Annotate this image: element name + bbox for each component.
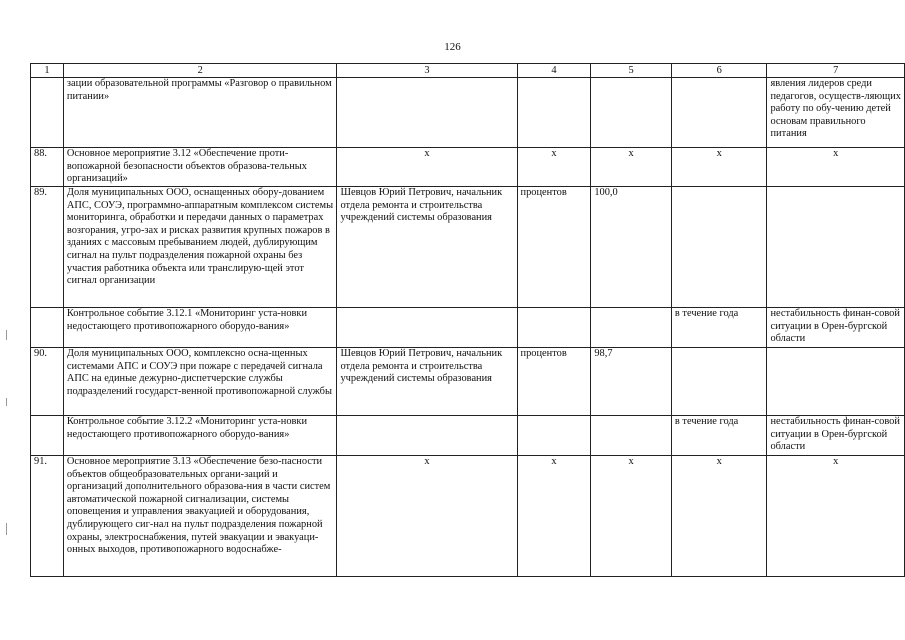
row-responsible bbox=[337, 416, 517, 456]
table-row bbox=[31, 187, 905, 308]
row-text: Основное мероприятие 3.13 «Обеспечение безо-пасности объектов общеобразовательных органи-заций и организаций дополнительного образова-ния в части систем автоматической пожарной сигнализации, системы оповещения и управления эвакуацией и оборудования, дублирующего сиг-нал на пульт подразделения пожарной охраны, электроснабжения, путей эвакуации и эвакуаци-онных выходов, противопожарного водоснабже- bbox=[63, 456, 337, 577]
row-value bbox=[591, 308, 672, 348]
table-row bbox=[31, 308, 905, 348]
row-risk bbox=[767, 348, 905, 416]
control-event-deadline: в течение года bbox=[671, 416, 767, 456]
measures-table bbox=[30, 63, 905, 577]
row-risk: x bbox=[767, 148, 905, 187]
row-text: зации образовательной программы «Разговор о правильном питании» bbox=[63, 78, 337, 148]
row-risk: x bbox=[767, 456, 905, 577]
scan-margin-mark bbox=[6, 523, 7, 535]
control-event-text: Контрольное событие 3.12.1 «Мониторинг уста-новки недостающего противопожарного оборудо-вания» bbox=[63, 308, 337, 348]
row-text: Основное мероприятие 3.12 «Обеспечение проти-вопожарной безопасности объектов образова-тельных организаций» bbox=[63, 148, 337, 187]
row-text: Доля муниципальных ООО, комплексно осна-щенных системами АПС и СОУЭ при пожаре с передачей сигнала АПС на единые дежурно-диспетчерские службы подразделений государст-венной противопожарной службы bbox=[63, 348, 337, 416]
row-value: 100,0 bbox=[591, 187, 672, 308]
header-cell: 7 bbox=[767, 64, 905, 78]
row-risk: явления лидеров среди педагогов, осуществ-ляющих работу по обу-чению детей основам правильного питания bbox=[767, 78, 905, 148]
row-risk bbox=[767, 187, 905, 308]
row-responsible bbox=[337, 78, 517, 148]
page-number: 126 bbox=[444, 41, 461, 53]
row-number bbox=[31, 416, 64, 456]
row-number bbox=[31, 78, 64, 148]
table-row bbox=[31, 148, 905, 187]
row-number: 89. bbox=[31, 187, 64, 308]
header-cell: 2 bbox=[63, 64, 337, 78]
table-row bbox=[31, 416, 905, 456]
row-responsible: Шевцов Юрий Петрович, начальник отдела ремонта и строительства учреждений системы образования bbox=[337, 348, 517, 416]
row-unit: x bbox=[517, 456, 591, 577]
table-row bbox=[31, 78, 905, 148]
row-text: Доля муниципальных ООО, оснащенных обору-дованием АПС, СОУЭ, программно-аппаратным комплексом системы мониторинга, обработки и передачи данных о параметрах возгорания, угро-зах и рисках развития крупных пожаров в зданиях с массовым пребыванием людей, дублирующим сигнал на пульт подразделения пожарной охраны без участия работника объекта или транслирую-щей этот сигнал организации bbox=[63, 187, 337, 308]
header-cell: 4 bbox=[517, 64, 591, 78]
row-deadline bbox=[671, 187, 767, 308]
table-row bbox=[31, 348, 905, 416]
row-value: 98,7 bbox=[591, 348, 672, 416]
row-responsible bbox=[337, 308, 517, 348]
control-event-text: Контрольное событие 3.12.2 «Мониторинг уста-новки недостающего противопожарного оборудо-вания» bbox=[63, 416, 337, 456]
table-row bbox=[31, 456, 905, 577]
control-event-deadline: в течение года bbox=[671, 308, 767, 348]
header-cell: 5 bbox=[591, 64, 672, 78]
row-value bbox=[591, 78, 672, 148]
row-number: 90. bbox=[31, 348, 64, 416]
table-header-row bbox=[31, 64, 905, 78]
row-unit: процентов bbox=[517, 187, 591, 308]
row-unit: x bbox=[517, 148, 591, 187]
row-unit bbox=[517, 308, 591, 348]
row-responsible: x bbox=[337, 456, 517, 577]
control-event-risk: нестабильность финан-совой ситуации в Орен-бургской области bbox=[767, 308, 905, 348]
scan-margin-mark bbox=[6, 398, 7, 406]
header-cell: 1 bbox=[31, 64, 64, 78]
row-responsible: x bbox=[337, 148, 517, 187]
row-value bbox=[591, 416, 672, 456]
header-cell: 3 bbox=[337, 64, 517, 78]
row-value: x bbox=[591, 148, 672, 187]
row-number bbox=[31, 308, 64, 348]
control-event-risk: нестабильность финан-совой ситуации в Орен-бургской области bbox=[767, 416, 905, 456]
row-deadline: x bbox=[671, 456, 767, 577]
row-responsible: Шевцов Юрий Петрович, начальник отдела ремонта и строительства учреждений системы образования bbox=[337, 187, 517, 308]
row-unit bbox=[517, 416, 591, 456]
row-number: 91. bbox=[31, 456, 64, 577]
row-number: 88. bbox=[31, 148, 64, 187]
row-unit bbox=[517, 78, 591, 148]
row-unit: процентов bbox=[517, 348, 591, 416]
header-cell: 6 bbox=[671, 64, 767, 78]
row-deadline: x bbox=[671, 148, 767, 187]
row-deadline bbox=[671, 348, 767, 416]
scan-margin-mark bbox=[6, 330, 7, 340]
row-deadline bbox=[671, 78, 767, 148]
row-value: x bbox=[591, 456, 672, 577]
